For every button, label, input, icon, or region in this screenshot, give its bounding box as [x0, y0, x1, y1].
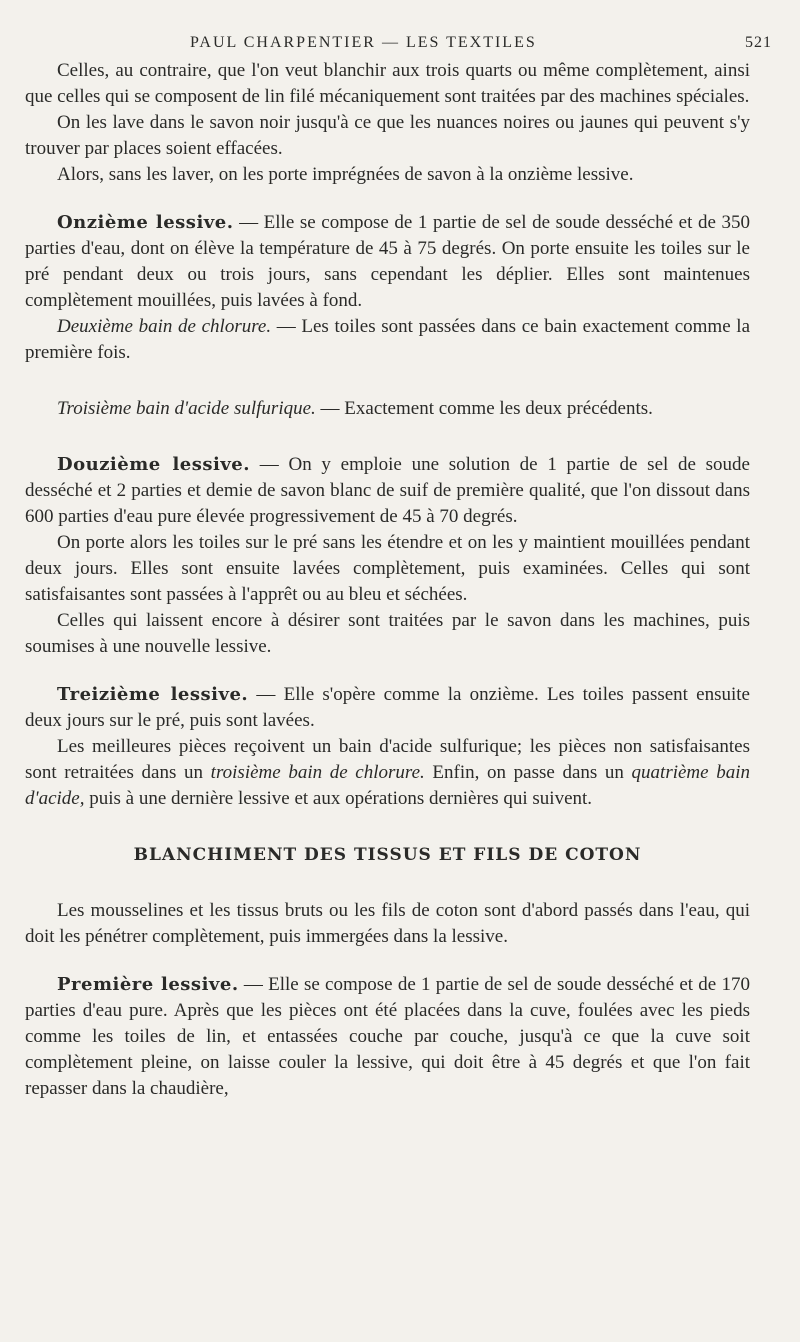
- paragraph-lead: Douzième lessive.: [57, 454, 251, 475]
- text-run: puis à une dernière lessive et aux opérations dernières qui suivent.: [84, 788, 593, 809]
- page-number: 521: [745, 34, 772, 51]
- paragraph: Celles, au contraire, que l'on veut blanchir aux trois quarts ou même complètement, ainsi que celles qui se composent de lin filé mécaniquement sont traitées par des machines spéciales.: [25, 60, 750, 107]
- paragraph-lead: Treizième lessive.: [57, 684, 249, 705]
- italic-run: quatrième bain d'acide,: [25, 762, 750, 809]
- text-run: Les meilleures pièces reçoivent un bain d'acide sulfurique; les pièces non satisfaisantes sont retraitées dans un: [25, 736, 750, 783]
- text-run: Enfin, on passe dans un: [424, 762, 632, 783]
- paragraph-lead: Deuxième bain de chlorure.: [57, 316, 272, 337]
- paragraph-onzieme-lessive: [25, 210, 750, 314]
- paragraph-text: — Les toiles sont passées dans ce bain exactement comme la première fois.: [25, 316, 750, 363]
- paragraph-text: — Elle s'opère comme la onzième. Les toiles passent ensuite deux jours sur le pré, puis sont lavées.: [25, 684, 750, 731]
- running-header: [25, 30, 772, 58]
- paragraph-deuxieme-bain: [25, 314, 750, 366]
- paragraph-text: — Elle se compose de 1 partie de sel de soude desséché et de 170 parties d'eau pure. Après que les pièces ont été placées dans la cuve, foulées avec les pieds comme les toiles de lin, et entassées couche par couche, jusqu'à ce que la cuve soit complètement pleine, on laisse couler la lessive, qui doit être à 45 degrés et que l'on fait repasser dans la chaudière,: [25, 974, 750, 1099]
- document-page: [25, 30, 772, 1102]
- paragraph-text: — Exactement comme les deux précédents.: [315, 398, 653, 419]
- paragraph: On porte alors les toiles sur le pré sans les étendre et on les y maintient mouillées pendant deux jours. Elles sont ensuite lavées complètement, puis examinées. Celles qui sont satisfaisantes sont passées à l'apprêt ou au bleu et séchées.: [25, 532, 750, 605]
- section-heading: BLANCHIMENT DES TISSUS ET FILS DE COTON: [133, 845, 642, 865]
- paragraph-treizieme-lessive: [25, 682, 750, 734]
- paragraph-lead: Première lessive.: [57, 974, 239, 995]
- paragraph-douzieme-lessive: [25, 452, 750, 530]
- paragraph: On les lave dans le savon noir jusqu'à ce que les nuances noires ou jaunes qui peuvent s'y trouver par places soient effacées.: [25, 112, 750, 159]
- paragraph-lead: Onzième lessive.: [57, 212, 234, 233]
- paragraph: [25, 734, 750, 812]
- paragraph: Les mousselines et les tissus bruts ou les fils de coton sont d'abord passés dans l'eau, qui doit les pénétrer complètement, puis immergées dans la lessive.: [25, 900, 750, 947]
- italic-run: troisième bain de chlorure.: [210, 762, 425, 783]
- paragraph-troisieme-bain: [25, 396, 750, 422]
- paragraph-text: — Elle se compose de 1 partie de sel de soude desséché et de 350 parties d'eau, dont on élève la température de 45 à 75 degrés. On porte ensuite les toiles sur le pré pendant deux ou trois jours, sans cependant les déplier. Elles sont maintenues complètement mouillées, puis lavées à fond.: [25, 212, 750, 311]
- paragraph: Celles qui laissent encore à désirer sont traitées par le savon dans les machines, puis soumises à une nouvelle lessive.: [25, 610, 750, 657]
- paragraph: Alors, sans les laver, on les porte imprégnées de savon à la onzième lessive.: [57, 164, 634, 185]
- paragraph-premiere-lessive: [25, 972, 750, 1102]
- running-title: PAUL CHARPENTIER — LES TEXTILES: [190, 34, 537, 51]
- paragraph-text: — On y emploie une solution de 1 partie de sel de soude desséché et 2 parties et demie de savon blanc de suif de première qualité, que l'on dissout dans 600 parties d'eau pure élevée progressivement de 45 à 70 degrés.: [25, 454, 750, 527]
- paragraph-lead: Troisième bain d'acide sulfurique.: [57, 398, 316, 419]
